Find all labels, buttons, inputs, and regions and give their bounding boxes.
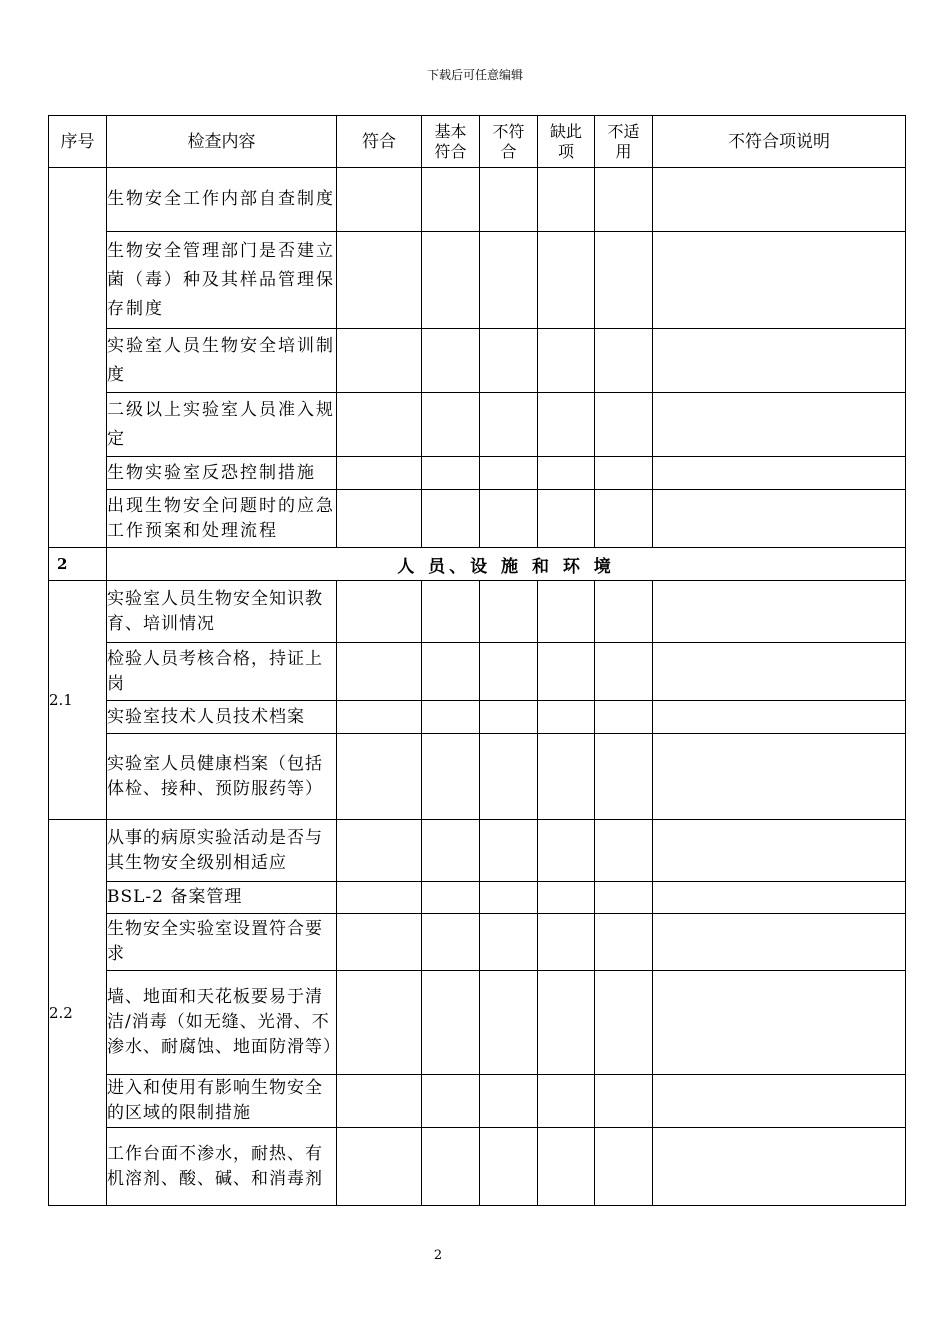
col-explanation: 不符合项说明 (653, 116, 906, 168)
col-missing-label: 缺此项 (549, 121, 582, 161)
mark-cell[interactable] (480, 232, 538, 329)
col-not-applicable (595, 116, 653, 168)
table-row (49, 581, 906, 643)
mark-cell[interactable] (538, 581, 595, 643)
explanation-cell[interactable] (653, 882, 906, 914)
table-row (49, 457, 906, 490)
col-seq: 序号 (49, 116, 107, 168)
mark-cell[interactable] (422, 457, 480, 490)
explanation-cell[interactable] (653, 971, 906, 1075)
explanation-cell[interactable] (653, 490, 906, 548)
mark-cell[interactable] (538, 643, 595, 701)
explanation-cell[interactable] (653, 457, 906, 490)
mark-cell[interactable] (595, 1128, 653, 1206)
table-row (49, 329, 906, 393)
mark-cell[interactable] (337, 971, 422, 1075)
check-item: 生物安全实验室设置符合要求 (107, 914, 337, 971)
mark-cell[interactable] (480, 882, 538, 914)
mark-cell[interactable] (480, 971, 538, 1075)
checklist-table (48, 115, 906, 1206)
mark-cell[interactable] (422, 232, 480, 329)
mark-cell[interactable] (538, 1075, 595, 1128)
mark-cell[interactable] (538, 701, 595, 734)
mark-cell[interactable] (337, 914, 422, 971)
explanation-cell[interactable] (653, 1128, 906, 1206)
group-seq: 2.1 (49, 581, 107, 820)
mark-cell[interactable] (480, 1128, 538, 1206)
check-item: 进入和使用有影响生物安全的区域的限制措施 (107, 1075, 337, 1128)
mark-cell[interactable] (538, 820, 595, 882)
table-row (49, 1128, 906, 1206)
mark-cell[interactable] (337, 882, 422, 914)
check-item: 墙、地面和天花板要易于清洁/消毒（如无缝、光滑、不渗水、耐腐蚀、地面防滑等） (107, 971, 337, 1075)
col-missing (538, 116, 595, 168)
check-item: 生物安全管理部门是否建立菌（毒）种及其样品管理保存制度 (107, 232, 337, 329)
mark-cell[interactable] (480, 329, 538, 393)
table-row (49, 701, 906, 734)
check-item: BSL-2 备案管理 (107, 882, 337, 914)
mark-cell[interactable] (595, 232, 653, 329)
mark-cell[interactable] (337, 820, 422, 882)
mark-cell[interactable] (595, 490, 653, 548)
mark-cell[interactable] (337, 734, 422, 820)
mark-cell[interactable] (595, 393, 653, 457)
explanation-cell[interactable] (653, 168, 906, 232)
table-row (49, 393, 906, 457)
col-nonconform-label: 不符合 (492, 121, 525, 161)
explanation-cell[interactable] (653, 643, 906, 701)
explanation-cell[interactable] (653, 701, 906, 734)
mark-cell[interactable] (422, 643, 480, 701)
mark-cell[interactable] (337, 232, 422, 329)
table-row (49, 168, 906, 232)
explanation-cell[interactable] (653, 329, 906, 393)
mark-cell[interactable] (538, 971, 595, 1075)
mark-cell[interactable] (595, 643, 653, 701)
explanation-cell[interactable] (653, 820, 906, 882)
mark-cell[interactable] (538, 490, 595, 548)
mark-cell[interactable] (480, 457, 538, 490)
col-conform: 符合 (337, 116, 422, 168)
table-row (49, 643, 906, 701)
section-row (49, 548, 906, 581)
check-item: 工作台面不渗水，耐热、有机溶剂、酸、碱、和消毒剂 (107, 1128, 337, 1206)
mark-cell[interactable] (538, 1128, 595, 1206)
check-item: 二级以上实验室人员准入规定 (107, 393, 337, 457)
check-item: 生物安全工作内部自查制度 (107, 168, 337, 232)
mark-cell[interactable] (538, 914, 595, 971)
mark-cell[interactable] (422, 329, 480, 393)
mark-cell[interactable] (595, 457, 653, 490)
check-item: 实验室技术人员技术档案 (107, 701, 337, 734)
mark-cell[interactable] (422, 820, 480, 882)
mark-cell[interactable] (337, 329, 422, 393)
table-row (49, 971, 906, 1075)
mark-cell[interactable] (595, 701, 653, 734)
mark-cell[interactable] (480, 490, 538, 548)
mark-cell[interactable] (538, 457, 595, 490)
mark-cell[interactable] (595, 734, 653, 820)
check-item: 生物实验室反恐控制措施 (107, 457, 337, 490)
check-item: 实验室人员生物安全知识教育、培训情况 (107, 581, 337, 643)
header-note: 下载后可任意编辑 (426, 68, 523, 82)
mark-cell[interactable] (480, 701, 538, 734)
mark-cell[interactable] (538, 734, 595, 820)
mark-cell[interactable] (337, 490, 422, 548)
mark-cell[interactable] (480, 820, 538, 882)
header-row (49, 116, 906, 168)
group-seq: 2.2 (49, 820, 107, 1206)
table-row (49, 734, 906, 820)
table-row (49, 490, 906, 548)
check-item: 实验室人员健康档案（包括体检、接种、预防服药等） (107, 734, 337, 820)
explanation-cell[interactable] (653, 581, 906, 643)
section-seq: 2 (49, 548, 107, 581)
mark-cell[interactable] (595, 1075, 653, 1128)
mark-cell[interactable] (422, 701, 480, 734)
mark-cell[interactable] (480, 1075, 538, 1128)
section-title: 人 员、设 施 和 环 境 (107, 548, 906, 581)
mark-cell[interactable] (595, 971, 653, 1075)
mark-cell[interactable] (422, 490, 480, 548)
table-row (49, 914, 906, 971)
check-item: 出现生物安全问题时的应急工作预案和处理流程 (107, 490, 337, 548)
mark-cell[interactable] (538, 329, 595, 393)
mark-cell[interactable] (337, 701, 422, 734)
mark-cell[interactable] (422, 168, 480, 232)
mark-cell[interactable] (538, 232, 595, 329)
mark-cell[interactable] (480, 734, 538, 820)
mark-cell[interactable] (422, 914, 480, 971)
mark-cell[interactable] (422, 1075, 480, 1128)
mark-cell[interactable] (422, 971, 480, 1075)
mark-cell[interactable] (337, 168, 422, 232)
mark-cell[interactable] (595, 820, 653, 882)
mark-cell[interactable] (422, 882, 480, 914)
mark-cell[interactable] (422, 581, 480, 643)
mark-cell[interactable] (538, 168, 595, 232)
check-item: 实验室人员生物安全培训制度 (107, 329, 337, 393)
mark-cell[interactable] (337, 393, 422, 457)
mark-cell[interactable] (480, 643, 538, 701)
page-number: 2 (433, 1248, 443, 1263)
explanation-cell[interactable] (653, 232, 906, 329)
mark-cell[interactable] (595, 581, 653, 643)
mark-cell[interactable] (337, 581, 422, 643)
table-row (49, 882, 906, 914)
mark-cell[interactable] (595, 882, 653, 914)
explanation-cell[interactable] (653, 734, 906, 820)
mark-cell[interactable] (480, 168, 538, 232)
col-nonconform (480, 116, 538, 168)
mark-cell[interactable] (337, 643, 422, 701)
seq-cell-empty (49, 168, 107, 548)
mark-cell[interactable] (337, 457, 422, 490)
mark-cell[interactable] (538, 393, 595, 457)
col-basic-conform (422, 116, 480, 168)
table-row (49, 1075, 906, 1128)
check-item: 检验人员考核合格，持证上岗 (107, 643, 337, 701)
table-row (49, 820, 906, 882)
col-not-applicable-label: 不适用 (607, 121, 640, 161)
mark-cell[interactable] (595, 329, 653, 393)
mark-cell[interactable] (538, 882, 595, 914)
mark-cell[interactable] (480, 581, 538, 643)
mark-cell[interactable] (422, 734, 480, 820)
col-basic-conform-label: 基本符合 (434, 121, 467, 161)
mark-cell[interactable] (480, 914, 538, 971)
check-item: 从事的病原实验活动是否与其生物安全级别相适应 (107, 820, 337, 882)
mark-cell[interactable] (480, 393, 538, 457)
mark-cell[interactable] (337, 1075, 422, 1128)
explanation-cell[interactable] (653, 393, 906, 457)
mark-cell[interactable] (595, 168, 653, 232)
mark-cell[interactable] (422, 393, 480, 457)
col-content: 检查内容 (107, 116, 337, 168)
mark-cell[interactable] (337, 1128, 422, 1206)
mark-cell[interactable] (422, 1128, 480, 1206)
explanation-cell[interactable] (653, 1075, 906, 1128)
mark-cell[interactable] (595, 914, 653, 971)
table-row (49, 232, 906, 329)
explanation-cell[interactable] (653, 914, 906, 971)
